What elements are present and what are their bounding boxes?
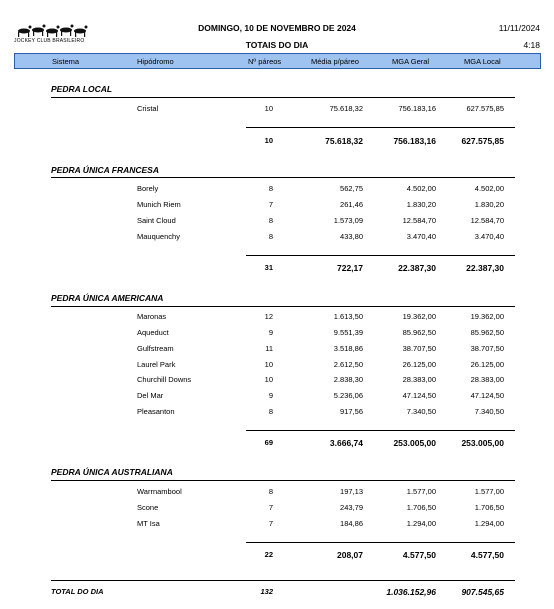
grand-total-label: TOTAL DO DIA [51, 587, 104, 596]
table-row: Maronas 12 1.613,50 19.362,00 19.362,00 [137, 312, 504, 321]
table-row: Borely 8 562,75 4.502,00 4.502,00 [137, 184, 504, 193]
table-row: Churchill Downs 10 2.838,30 28.383,00 28.383,00 [137, 375, 504, 384]
section-rule [51, 97, 515, 98]
table-row: Pleasanton 8 917,56 7.340,50 7.340,50 [137, 407, 504, 416]
report-title: DOMINGO, 10 DE NOVEMBRO DE 2024 [198, 23, 356, 33]
subtotal-rule [246, 430, 515, 431]
col-sistema: Sistema [52, 57, 80, 66]
table-row: MT Isa 7 184,86 1.294,00 1.294,00 [137, 519, 504, 528]
logo-caption: JOCKEY CLUB BRASILEIRO [14, 38, 85, 44]
grand-total-rule [51, 580, 515, 581]
section-total-row: 31 722,17 22.387,30 22.387,30 [264, 263, 504, 273]
subtotal-rule [246, 255, 515, 256]
table-row: Saint Cloud 8 1.573,09 12.584,70 12.584,70 [137, 216, 504, 225]
grand-total-row [0, 587, 554, 600]
table-row: Cristal 10 75.618,32 756.183,16 627.575,85 [137, 104, 504, 113]
section-title: PEDRA LOCAL [51, 84, 113, 94]
table-row: Munich Riem 7 261,46 1.830,20 1.830,20 [137, 200, 504, 209]
column-header-bar [14, 53, 541, 69]
section-rule [51, 480, 515, 481]
table-row: Laurel Park 10 2.612,50 26.125,00 26.125,00 [137, 360, 504, 369]
grand-total-local: 907.545,65 [461, 587, 504, 597]
print-date: 11/11/2024 [498, 23, 540, 33]
col-pareos: Nº páreos [248, 57, 282, 66]
table-row: Warrnambool 8 197,13 1.577,00 1.577,00 [137, 487, 504, 496]
report-subtitle: TOTAIS DO DIA [245, 40, 309, 50]
col-mga-geral: MGA Geral [392, 57, 430, 66]
grand-total-pareos: 132 [260, 587, 273, 596]
table-row: Del Mar 9 5.236,06 47.124,50 47.124,50 [137, 391, 504, 400]
section-rule [51, 306, 515, 307]
table-row: Gulfstream 11 3.518,86 38.707,50 38.707,50 [137, 344, 504, 353]
print-time: 4:18 [523, 40, 540, 50]
col-mga-local: MGA Local [464, 57, 501, 66]
section-title: PEDRA ÚNICA AUSTRALIANA [51, 467, 173, 477]
table-row: Aqueduct 9 9.551,39 85.962,50 85.962,50 [137, 328, 504, 337]
table-row: Mauquenchy 8 433,80 3.470,40 3.470,40 [137, 232, 504, 241]
section-total-row: 69 3.666,74 253.005,00 253.005,00 [264, 438, 504, 448]
section-total-row: 22 208,07 4.577,50 4.577,50 [264, 550, 504, 560]
section-rule [51, 177, 515, 178]
section-title: PEDRA ÚNICA FRANCESA [51, 165, 159, 175]
col-media: Média p/páreo [311, 57, 359, 66]
subtotal-rule [246, 542, 515, 543]
subtotal-rule [246, 127, 515, 128]
section-total-row: 10 75.618,32 756.183,16 627.575,85 [264, 136, 504, 146]
col-hipodromo: Hipódromo [137, 57, 174, 66]
table-row: Scone 7 243,79 1.706,50 1.706,50 [137, 503, 504, 512]
section-title: PEDRA ÚNICA AMERICANA [51, 293, 164, 303]
grand-total-geral: 1.036.152,96 [386, 587, 436, 597]
